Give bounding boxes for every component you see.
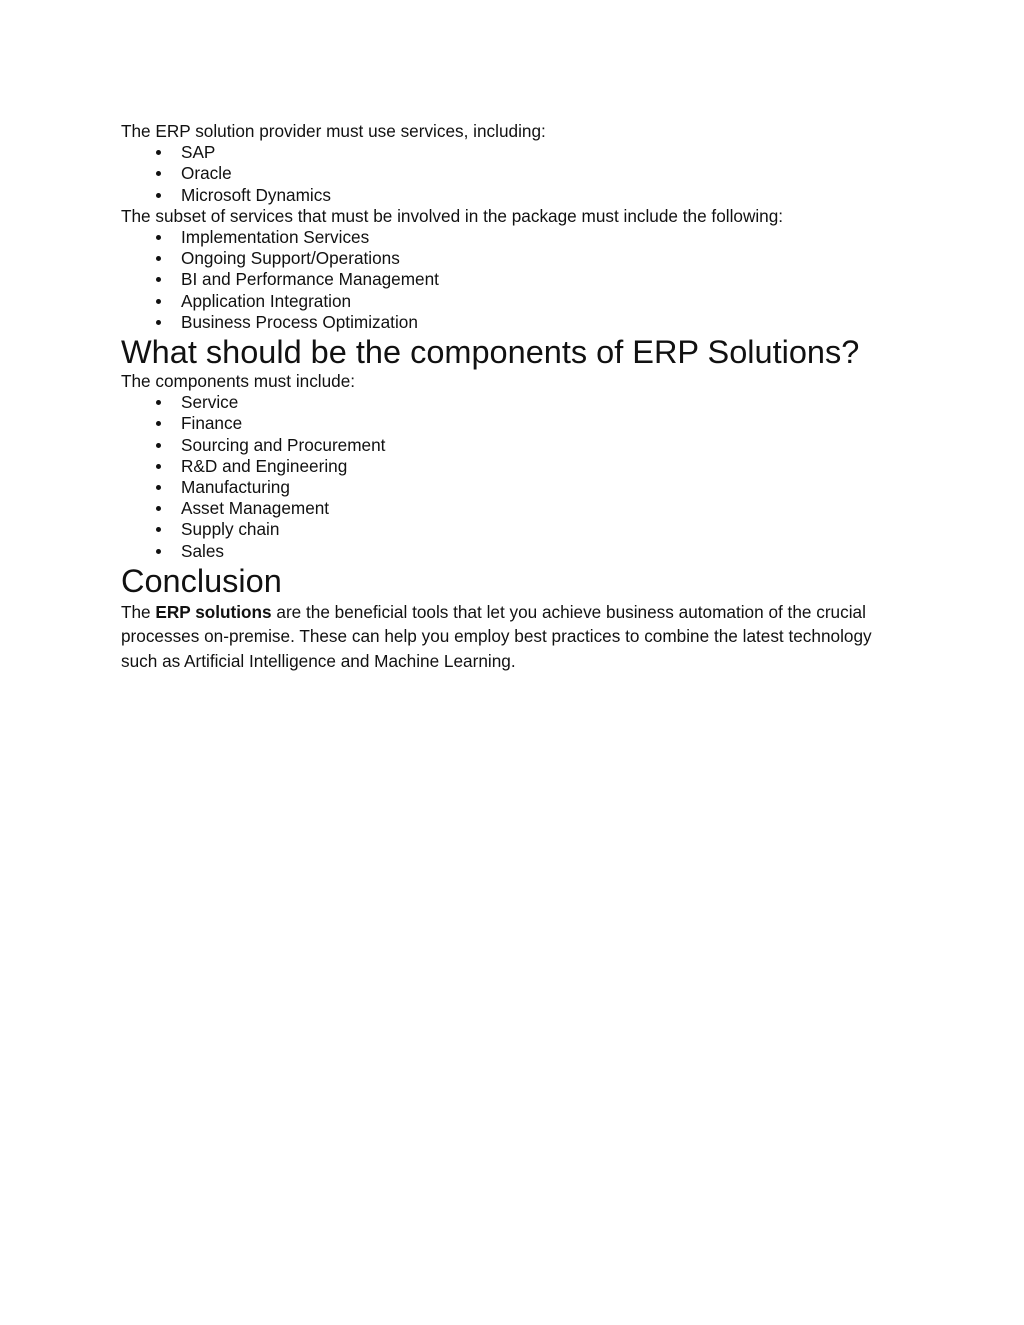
list-item: Manufacturing	[121, 477, 901, 498]
list-item: SAP	[121, 142, 901, 163]
components-intro: The components must include:	[121, 371, 356, 392]
list-item: Supply chain	[121, 519, 901, 540]
list-item: R&D and Engineering	[121, 456, 901, 477]
components-list	[121, 392, 901, 562]
conclusion-prefix: The	[121, 601, 156, 622]
list-item: Service	[121, 392, 901, 413]
list-item: Application Integration	[121, 291, 901, 312]
services-intro: The subset of services that must be involved in the package must include the following:	[121, 205, 784, 226]
services-list	[121, 227, 901, 333]
components-heading: What should be the components of ERP Solutions?	[121, 334, 860, 371]
list-item: Oracle	[121, 163, 901, 184]
conclusion-paragraph	[121, 600, 901, 674]
providers-list	[121, 142, 901, 206]
list-item: BI and Performance Management	[121, 269, 901, 290]
list-item: Sales	[121, 541, 901, 562]
list-item: Finance	[121, 413, 901, 434]
list-item: Ongoing Support/Operations	[121, 248, 901, 269]
erp-solutions-emphasis: ERP solutions	[155, 601, 272, 622]
document-page	[121, 121, 901, 674]
list-item: Business Process Optimization	[121, 312, 901, 333]
list-item: Sourcing and Procurement	[121, 435, 901, 456]
list-item: Implementation Services	[121, 227, 901, 248]
providers-intro: The ERP solution provider must use services, including:	[121, 121, 546, 141]
list-item: Asset Management	[121, 498, 901, 519]
conclusion-text: are the beneficial tools that let you achieve business automation of the crucial processes on-premise. These can help you employ best practices to combine the latest technology such as Artificial Intelligence and Machine Learning.	[121, 601, 872, 672]
conclusion-heading: Conclusion	[121, 562, 282, 599]
list-item: Microsoft Dynamics	[121, 185, 901, 206]
